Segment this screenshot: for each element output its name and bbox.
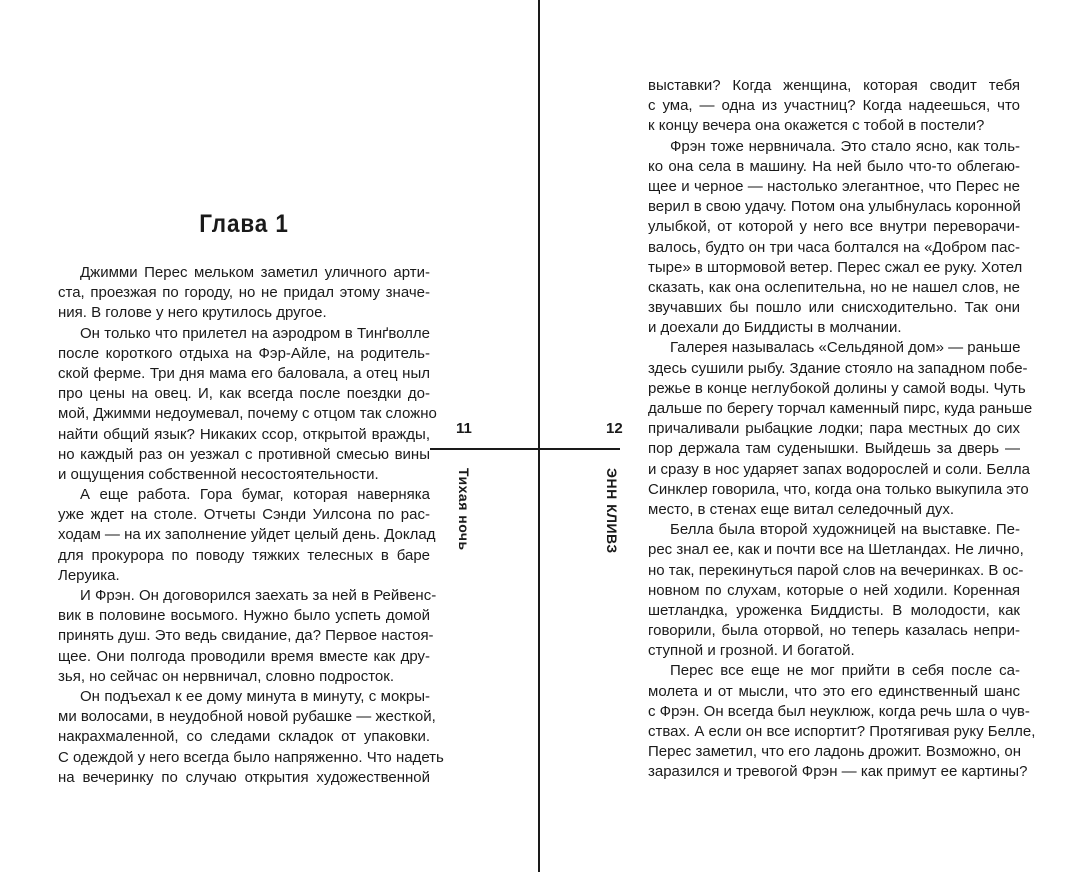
text-line: найти общий язык? Никаких ссор, открытой вражды, [58,425,430,443]
text-line: вик в половине восьмого. Нужно было успеть домой [58,607,430,625]
text-line: на вечеринку по случаю открытия художественной [58,768,430,786]
text-line: заразился и тревогой Фрэн — как примут ее картины? [648,763,1028,781]
text-line: место, в стенах еще витал селедочный дух. [648,500,955,518]
text-line: Белла была второй художницей на выставке. Пе- [670,521,1020,539]
text-line: Перес заметил, что его ладонь дрожит. Возможно, он [648,743,1022,761]
text-line: Он только что прилетел на аэродром в Тинґволле [80,324,430,342]
text-line: и доехали до Биддисты в молчании. [648,319,902,337]
text-line: С одеждой у него всегда было напряженно. Что надеть [58,748,444,766]
text-line: щее и черное — настолько элегантное, что Перес не [648,177,1020,195]
text-line: А еще работа. Гора бумаг, которая наверняка [80,486,430,504]
text-line: с ума, — одна из участниц? Когда надеешься, что [648,97,1020,115]
text-line: рес знал ее, как и почти все на Шетландах. Не лично, [648,541,1024,559]
text-line: новном по слухам, которые о ней ходили. Коренная [648,581,1020,599]
text-line: Леруика. [58,566,120,584]
text-line: тыре» в штормовой ветер. Перес сжал ее руку. Хотел [648,258,1023,276]
running-head-author: ЭНН КЛИВЗ [604,468,620,554]
text-line: улыбкой, от которой у него все внутри переворачи- [648,218,1020,236]
text-line: звучавших бы пошло или снисходительно. Так они [648,299,1020,317]
text-line: ста, проезжая по городу, но не придал этому значе- [58,284,430,302]
text-line: к концу вечера она окажется с тобой в постели? [648,117,985,135]
text-line: здесь сушили рыбу. Здание стояло на западном побе- [648,359,1028,377]
page-number-right: 12 [606,420,623,437]
text-line: мой, Джимми недоумевал, почему с отцом так сложно [58,405,437,423]
running-head-title: Тихая ночь [456,468,472,551]
left-page [58,196,444,788]
text-line: Синклер говорила, что, когда она только выкупила это [648,480,1029,498]
text-line: причаливали рыбацкие лодки; пара местных до сих [648,420,1020,438]
right-page-text [648,76,1036,783]
left-page-text [58,263,444,788]
text-line: зья, но сейчас он нервничал, словно подросток. [58,667,394,685]
text-line: для прокурора по поводу тяжких телесных в баре [58,546,430,564]
chapter-title: Глава 1 [199,210,289,238]
text-line: ской ферме. Три дня мама его баловала, а отец ныл [58,364,430,382]
text-line: щее. Они полгода проводили время вместе как дру- [58,647,430,665]
text-line: уже ждет на столе. Отчеты Сэнди Уилсона по рас- [58,506,430,524]
text-line: про цены на овец. И, как всегда после поездки до- [58,385,430,403]
text-line: Фрэн тоже нервничала. Это стало ясно, как толь- [670,137,1020,155]
right-page [648,76,1036,783]
text-line: выставки? Когда женщина, которая сводит тебя [648,77,1020,94]
text-line: принять душ. Это ведь свидание, да? Первое настоя- [58,627,434,645]
text-line: ходам — на их заполнение уйдет целый день. Доклад [58,526,436,544]
text-line: после короткого отдыха на Фэр-Айле, на родитель- [58,344,430,362]
book-spine [538,0,540,872]
text-line: валось, будто он три часа болтался на «Добром пас- [648,238,1020,256]
text-line: Джимми Перес мельком заметил уличного арти- [80,264,430,281]
text-line: дальше по берегу торчал каменный пирс, куда раньше [648,400,1033,417]
text-line: сказать, как она ослепительна, но не нашел слов, не [648,278,1020,296]
text-line: шетландка, уроженка Биддисты. В молодости, как [648,601,1020,619]
text-line: с Фрэн. Он всегда был неуклюж, когда речь шла о чув- [648,702,1030,720]
text-line: пор держала там суденышки. Выйдешь за дверь — [648,440,1020,458]
text-line: И Фрэн. Он договорился заехать за ней в Рейвенс- [80,587,437,604]
text-line: верил в свою удачу. Потом она улыбнулась коронной [648,198,1021,216]
text-line: но каждый раз он уезжал с противной смесью вины [58,445,430,463]
text-line: и сразу в нос ударяет запах водорослей и соли. Белла [648,460,1030,478]
text-line: и ощущения собственной несостоятельности. [58,465,379,483]
page-number-left: 11 [456,420,472,437]
text-line: ния. В голове у него крутилось другое. [58,304,327,322]
text-line: но так, перекинуться парой слов на вечеринках. В ос- [648,561,1024,579]
text-line: ствах. А если он все испортит? Протягивая руку Белле, [648,723,1036,740]
text-line: ступной и грозной. И богатой. [648,642,855,660]
text-line: Перес все еще не мог прийти в себя после са- [670,662,1020,680]
text-line: говорили, была оторвой, но теперь казалась непри- [648,622,1020,640]
text-line: Он подъехал к ее дому минута в минуту, с мокры- [80,687,430,705]
text-line: ко она села в машину. На ней было что-то облегаю- [648,157,1020,175]
text-line: Галерея называлась «Сельдяной дом» — раньше [670,339,1021,357]
text-line: режье в конце неглубокой долины у самой воды. Чуть [648,379,1026,397]
text-line: ми волосами, в неудобной новой рубашке — жесткой, [58,708,436,726]
text-line: накрахмаленной, со следами складок от упаковки. [58,728,430,746]
gutter-rule [430,448,620,450]
text-line: молета и от мысли, что это его единственный шанс [648,682,1020,700]
